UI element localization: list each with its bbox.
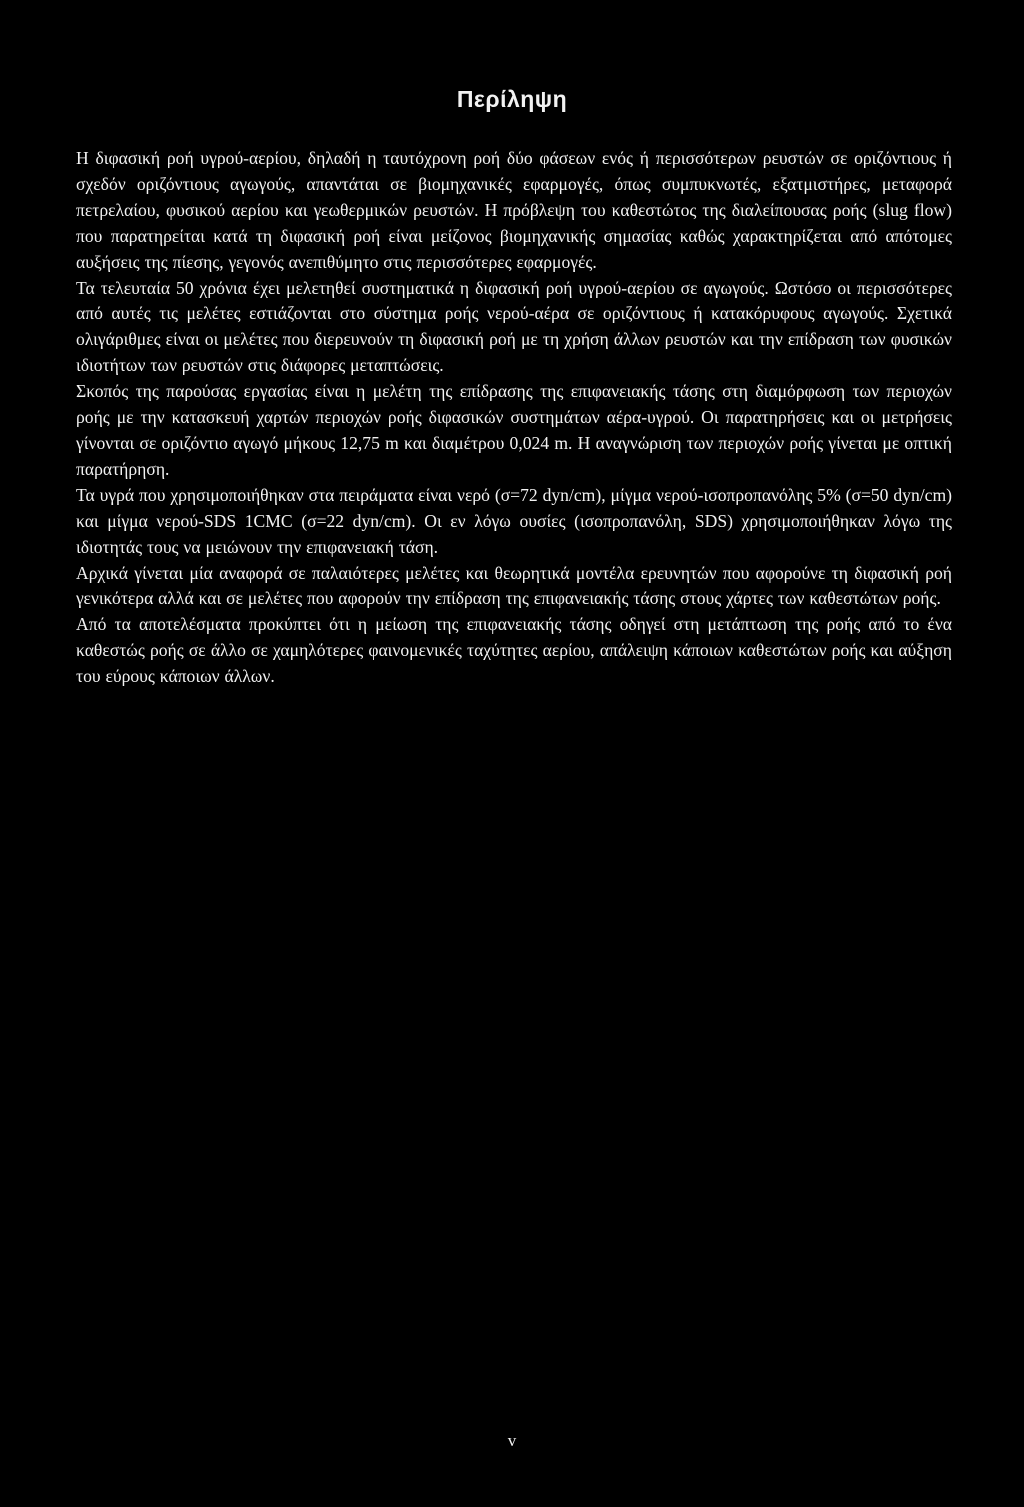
abstract-body <box>76 146 952 690</box>
paragraph-2: Τα τελευταία 50 χρόνια έχει μελετηθεί συστηματικά η διφασική ροή υγρού-αερίου σε αγωγούς. Ωστόσο οι περισσότερες από αυτές τις μελέτες εστιάζονται στο σύστημα ροής νερού-αέρα σε οριζόντιους ή κατακόρυφους αγωγούς. Σχετικά ολιγάριθμες είναι οι μελέτες που διερευνούν τη διφασική ροή με τη χρήση άλλων ρευστών και την επίδραση των φυσικών ιδιοτήτων των ρευστών στις διάφορες μεταπτώσεις. <box>76 277 952 376</box>
page-title: Περίληψη <box>456 86 568 112</box>
page-number: v <box>507 1431 517 1450</box>
paragraph-3: Σκοπός της παρούσας εργασίας είναι η μελέτη της επίδρασης της επιφανειακής τάσης στη διαμόρφωση των περιοχών ροής με την κατασκευή χαρτών περιοχών ροής διφασικών συστημάτων αέρα-υγρού. Οι παρατηρήσεις και οι μετρήσεις γίνονται σε οριζόντιο αγωγό μήκους 12,75 m και διαμέτρου 0,024 m. Η αναγνώριση των περιοχών ροής γίνεται με οπτική παρατήρηση. <box>76 381 952 479</box>
paragraph-6: Από τα αποτελέσματα προκύπτει ότι η μείωση της επιφανειακής τάσης οδηγεί στη μετάπτωση της ροής από το ένα καθεστώς ροής σε άλλο σε χαμηλότερες φαινομενικές ταχύτητες αερίου, απάλειψη κάποιων καθεστώτων ροής και αύξηση του εύρους κάποιων άλλων. <box>76 614 952 687</box>
paragraph-5: Αρχικά γίνεται μία αναφορά σε παλαιότερες μελέτες και θεωρητικά μοντέλα ερευνητών που αφορούνε τη διφασική ροή γενικότερα αλλά και σε μελέτες που αφορούν την επίδραση της επιφανειακής τάσης στους χάρτες των καθεστώτων ροής. <box>76 562 952 609</box>
paragraph-4: Τα υγρά που χρησιμοποιήθηκαν στα πειράματα είναι νερό (σ=72 dyn/cm), μίγμα νερού-ισοπροπανόλης 5% (σ=50 dyn/cm) και μίγμα νερού-SDS 1CMC (σ=22 dyn/cm). Οι εν λόγω ουσίες (ισοπροπανόλη, SDS) χρησιμοποιήθηκαν λόγω της ιδιοτητάς τους να μειώνουν την επιφανειακή τάση. <box>76 484 953 557</box>
paragraph-1: Η διφασική ροή υγρού-αερίου, δηλαδή η ταυτόχρονη ροή δύο φάσεων ενός ή περισσότερων ρευστών σε οριζόντιους ή σχεδόν οριζόντιους αγωγούς, απαντάται σε βιομηχανικές εφαρμογές, όπως συμπυκνωτές, εξατμιστήρες, μεταφορά πετρελαίου, φυσικού αερίου και γεωθερμικών ρευστών. Η πρόβλεψη του καθεστώτος της διαλείπουσας ροής (slug flow) που παρατηρείται κατά τη διφασική ροή είναι μείζονος βιομηχανικής σημασίας καθώς χαρακτηρίζεται από απότομες αυξήσεις της πίεσης, γεγονός ανεπιθύμητο στις περισσότερες εφαρμογές. <box>76 148 952 272</box>
